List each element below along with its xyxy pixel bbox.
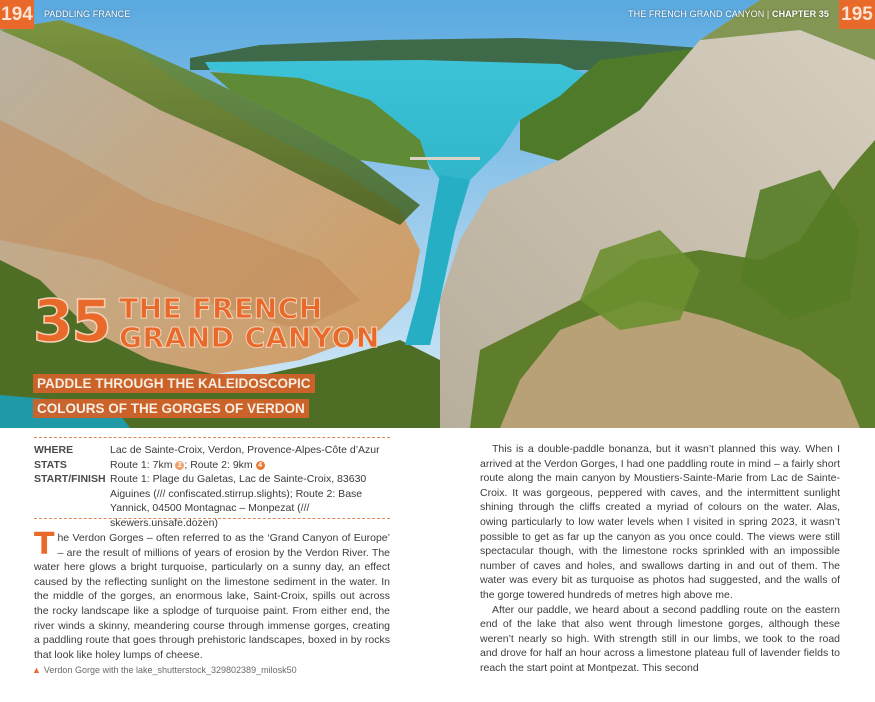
info-row-where [34, 443, 394, 458]
chapter-title-line-1: THE FRENCH [119, 292, 323, 325]
info-box [34, 443, 394, 530]
arrow-up-icon: ▲ [32, 665, 41, 675]
caption-text: Verdon Gorge with the lake_shutterstock_329802389_milosk50 [43, 665, 297, 675]
info-label: STATS [34, 458, 67, 471]
running-head-right [628, 9, 829, 19]
info-value: Lac de Sainte-Croix, Verdon, Provence-Alpes-Côte d’Azur [110, 444, 380, 456]
info-value [110, 458, 394, 473]
running-head-separator: | [766, 9, 770, 19]
chapter-number: 35 [33, 287, 110, 355]
paragraph-text: he Verdon Gorges – often referred to as the ‘Grand Canyon of Europe’ – are the result of millions of years of erosion by the Verdon River. The water here glows a bright turquoise, particularly on a sunny day, an effect caused by the reflecting sunlight on the limestone sediment in the water. In the middle of the gorges, an enormous lake, Saint-Croix, spills out across the rocky landscape like a splodge of turquoise paint. From either end, the river winds a skinny, meandering course through immense gorges, creating a paddling route that goes through prehistoric landscapes, boxed in by rocks that look like holey lumps of cheese. [34, 532, 390, 661]
info-row-stats [34, 458, 394, 473]
route-2-distance: ; Route 2: 9km [184, 458, 253, 471]
photo-caption [32, 665, 297, 675]
difficulty-grade-icon: 2 [175, 461, 184, 470]
body-paragraph: This is a double-paddle bonanza, but it wasn’t planned this way. When I arrived at the Verdon Gorges, I had one paddling route in mind – a fairly short route along the main canyon by Moustiers-Sainte-Marie from Lac de Sainte-Croix. It was gorgeous, peppered with caves, and the intermittent sunlight shining through the cliffs created a myriad of colours on the water. Alas, owing particularly to low water levels when I visited in spring 2023, it wasn’t possible to get as far up the canyon as you once could. The views were still spectacular though, with the limestone rocks sprinkled with an impossible number of caves and holes, and swallows darting in and out of them. The water was every bit as turquoise as photos had suggested, and the walls of the gorge towered hundreds of metres high above me. [480, 443, 840, 601]
page-number-right: 195 [839, 0, 875, 29]
info-row-start-finish [34, 472, 394, 530]
running-head-title: THE FRENCH GRAND CANYON [628, 9, 765, 19]
page-number-left: 194 [0, 0, 34, 29]
running-head-chapter: CHAPTER 35 [771, 9, 829, 19]
chapter-subtitle-line-1: PADDLE THROUGH THE KALEIDOSCOPIC [33, 374, 315, 393]
info-box-top-rule [34, 437, 390, 438]
info-label: START/FINISH [34, 473, 106, 485]
body-paragraph [34, 527, 390, 662]
difficulty-grade-icon: 4 [256, 461, 265, 470]
info-value: Route 1: Plage du Galetas, Lac de Sainte-Croix, 83630 Aiguines (/// confiscated.stirrup.slights); Route 2: Base Yannick, 04500 Montagnac – Monpezat (/// skewers.unsafe.dozen) [110, 473, 367, 529]
body-column-left [34, 527, 390, 662]
info-label: WHERE [34, 444, 74, 456]
route-1-distance: Route 1: 7km [110, 458, 173, 471]
chapter-subtitle-line-2: COLOURS OF THE GORGES OF VERDON [33, 399, 309, 418]
info-box-bottom-rule [34, 518, 390, 519]
running-head-left: PADDLING FRANCE [44, 9, 131, 19]
body-column-right [480, 442, 840, 676]
drop-cap: T [34, 527, 55, 562]
body-paragraph: After our paddle, we heard about a second paddling route on the eastern end of the lake that also went through limestone gorges, although these weren’t nearly so high. With strength still in our limbs, we took to the road and drove for half an hour across a limestone plateau full of lavender fields to reach the start point at Montpezat. This second [480, 603, 840, 674]
chapter-title-line-2: GRAND CANYON [119, 321, 380, 354]
